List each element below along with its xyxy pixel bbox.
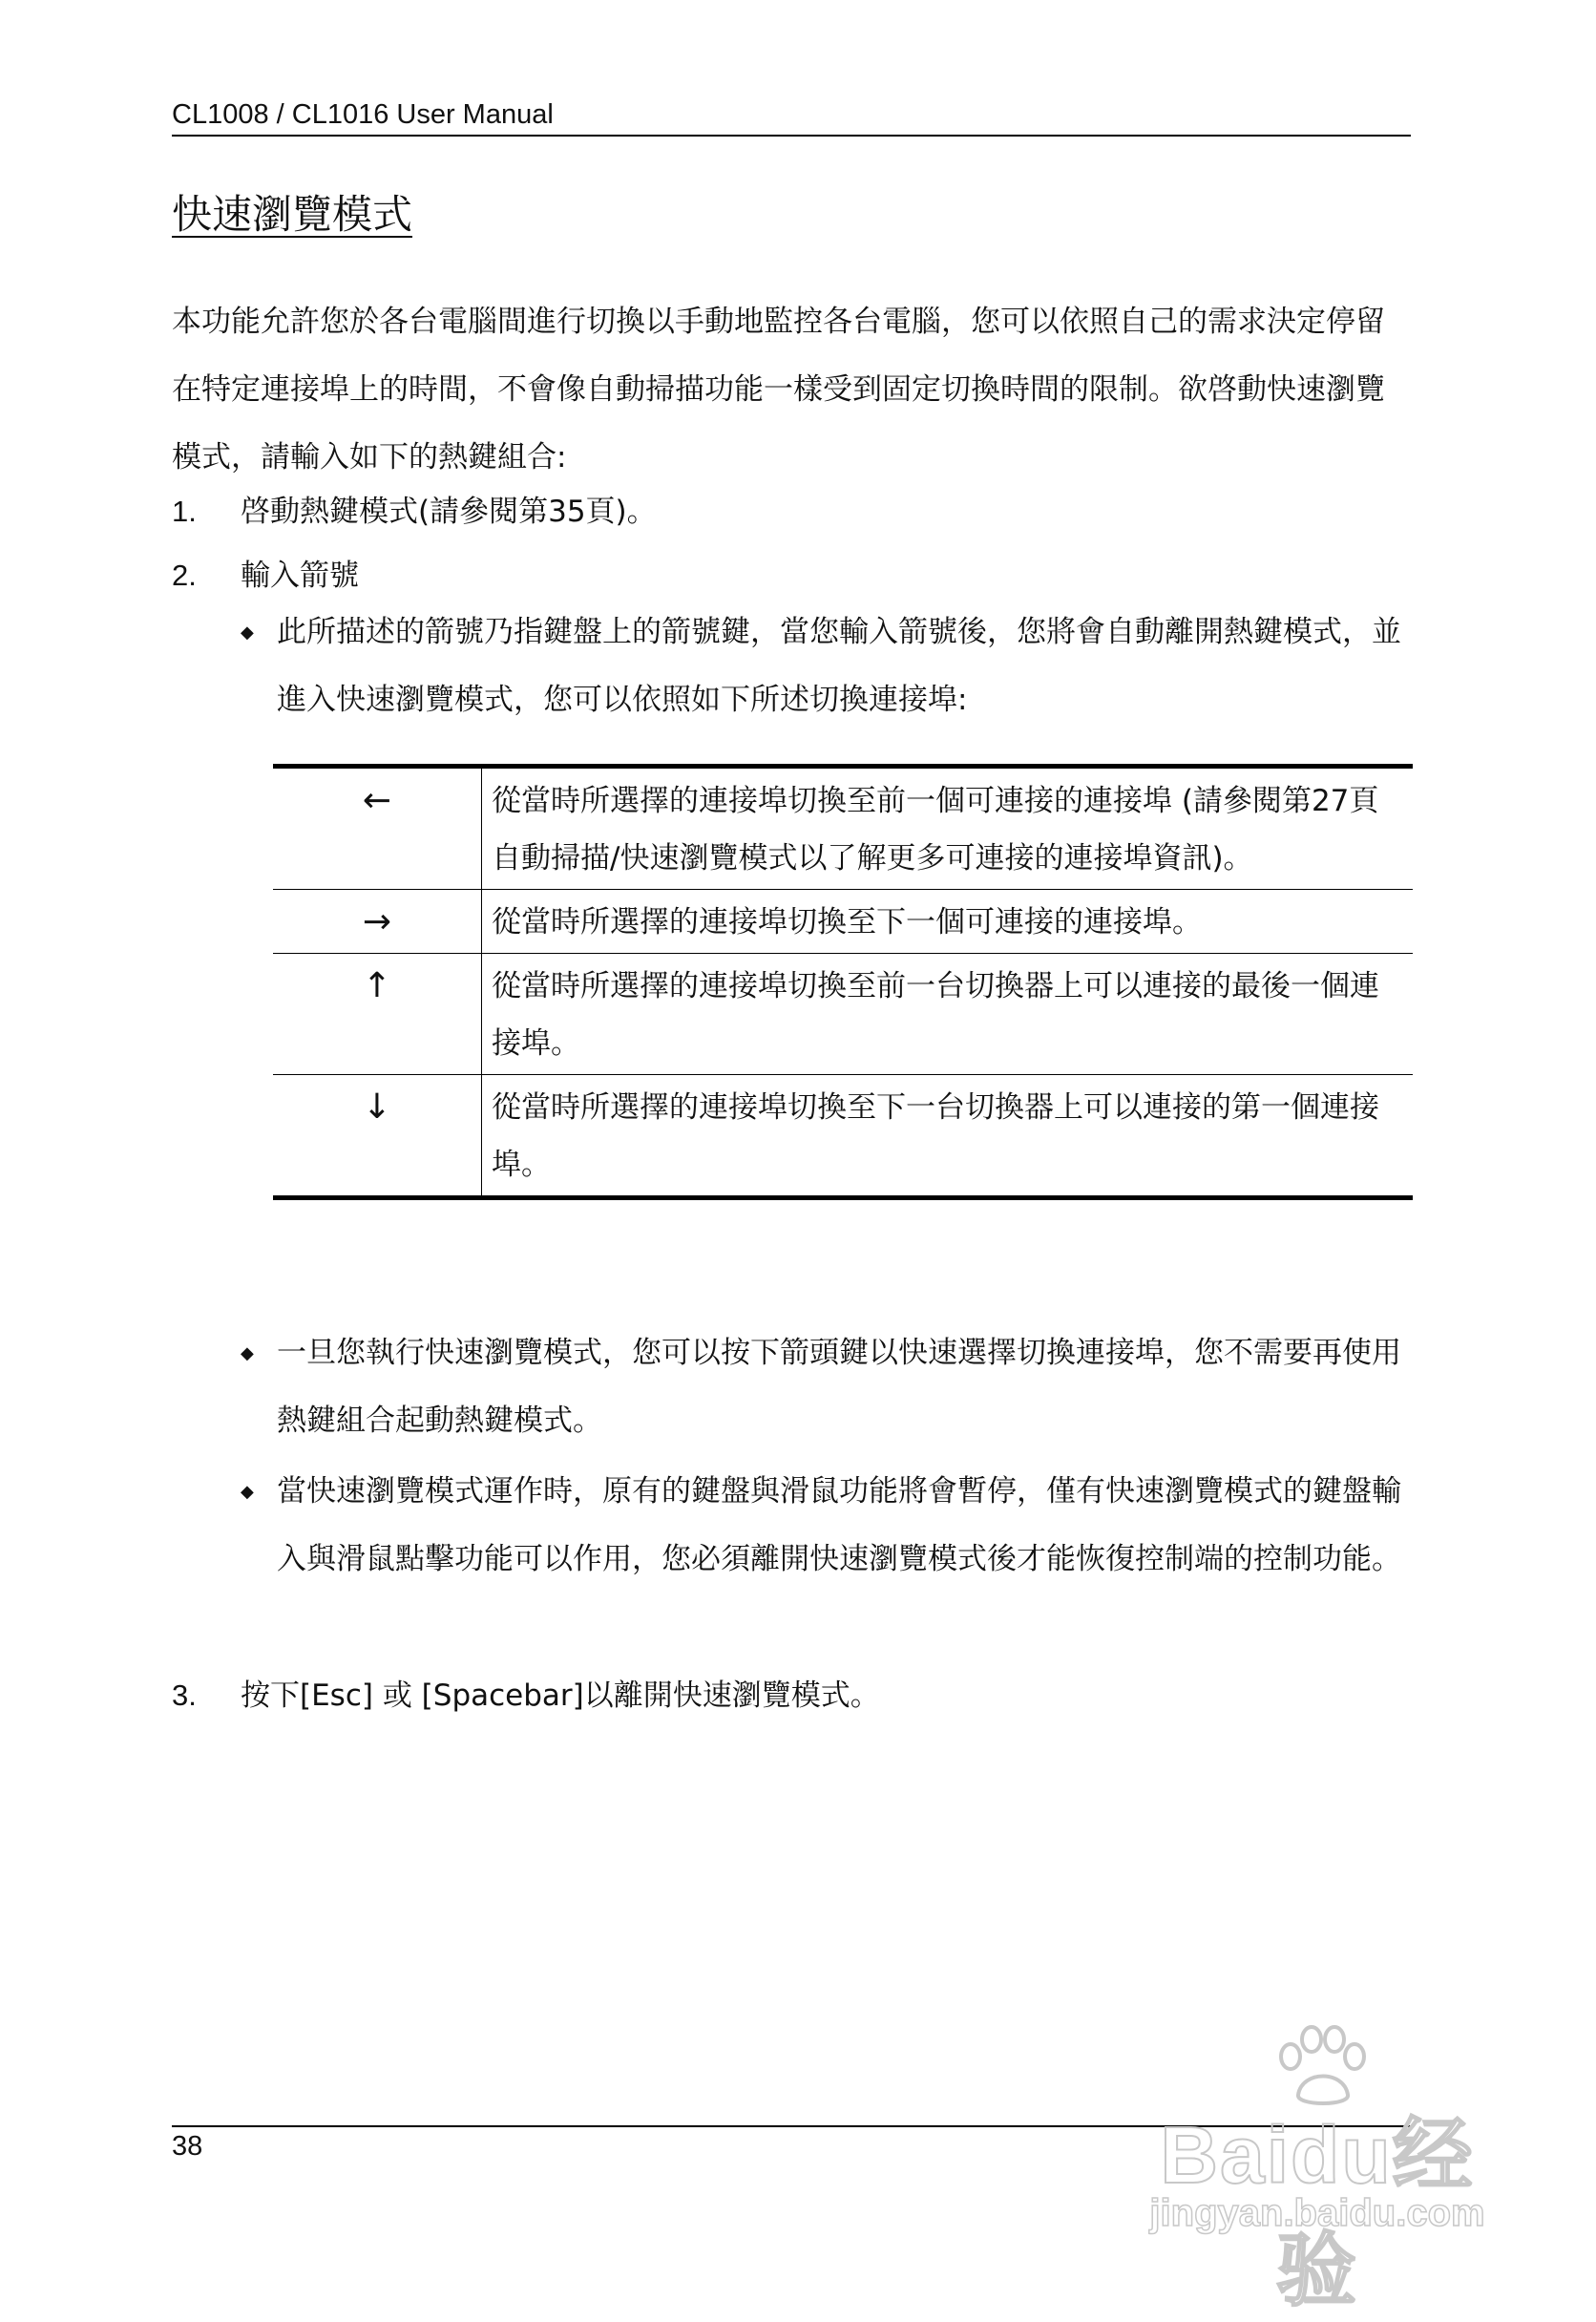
baidu-watermark [1136,2024,1499,2315]
table-row [273,890,1413,954]
section-title: 快速瀏覽模式 [172,191,413,238]
bullet-text: 當快速瀏覽模式運作時，原有的鍵盤與滑鼠功能將會暫停，僅有快速瀏覽模式的鍵盤輸入與滑鼠點擊功能可以作用，您必須離開快速瀏覽模式後才能恢復控制端的控制功能。 [277,1474,1401,1576]
bullet-text: 此所描述的箭號乃指鍵盤上的箭號鍵，當您輸入箭號後，您將會自動離開熱鍵模式，並進入快速瀏覽模式，您可以依照如下所述切換連接埠: [277,615,1401,717]
step-text: 輸入箭號 [241,559,359,593]
table-row [273,1075,1413,1198]
bullet-text: 一旦您執行快速瀏覽模式，您可以按下箭頭鍵以快速選擇切換連接埠，您不需要再使用熱鍵組合起動熱鍵模式。 [277,1336,1401,1438]
step-text: 啓動熱鍵模式(請參閱第35頁)。 [241,495,657,529]
step-number: 1. [172,495,197,528]
running-header: CL1008 / CL1016 User Manual [172,99,1411,137]
key-description: 從當時所選擇的連接埠切換至前一台切換器上可以連接的最後一個連接埠。 [482,954,1414,1075]
up-arrow-key: ↑ [273,954,482,1075]
step-1 [172,477,1413,546]
arrow-key-table [273,764,1413,1200]
watermark-brand: Baidu经验 [1160,2110,1475,2315]
step-number: 3. [172,1678,197,1712]
step-3 [172,1661,1413,1730]
intro-paragraph: 本功能允許您於各台電腦間進行切換以手動地監控各台電腦，您可以依照自己的需求決定停留在特定連接埠上的時間，不會像自動掃描功能一樣受到固定切換時間的限制。欲啓動快速瀏覽模式，請輸入如下的熱鍵組合: [172,305,1385,475]
diamond-bullet-icon: ◆ [241,623,254,643]
page-number: 38 [172,2131,203,2162]
down-arrow-key: ↓ [273,1075,482,1198]
table-row [273,954,1413,1075]
watermark-url: jingyan.baidu.com [1149,2192,1485,2234]
step-text: 按下[Esc] 或 [Spacebar]以離開快速瀏覽模式。 [241,1678,880,1713]
diamond-bullet-icon: ◆ [241,1343,254,1363]
bullet-item [241,1458,1411,1594]
key-description: 從當時所選擇的連接埠切換至下一個可連接的連接埠。 [482,890,1414,954]
right-arrow-key: → [273,890,482,954]
left-arrow-key: ← [273,767,482,890]
key-description: 從當時所選擇的連接埠切換至前一個可連接的連接埠 (請參閱第27頁自動掃描/快速瀏覽模式以了解更多可連接的連接埠資訊)。 [492,784,1379,876]
bullet-item [241,1319,1411,1455]
table-row [273,767,1413,890]
diamond-bullet-icon: ◆ [241,1482,254,1502]
bullet-item [241,599,1411,734]
step-number: 2. [172,559,197,592]
key-description: 從當時所選擇的連接埠切換至下一台切換器上可以連接的第一個連接埠。 [482,1075,1414,1198]
